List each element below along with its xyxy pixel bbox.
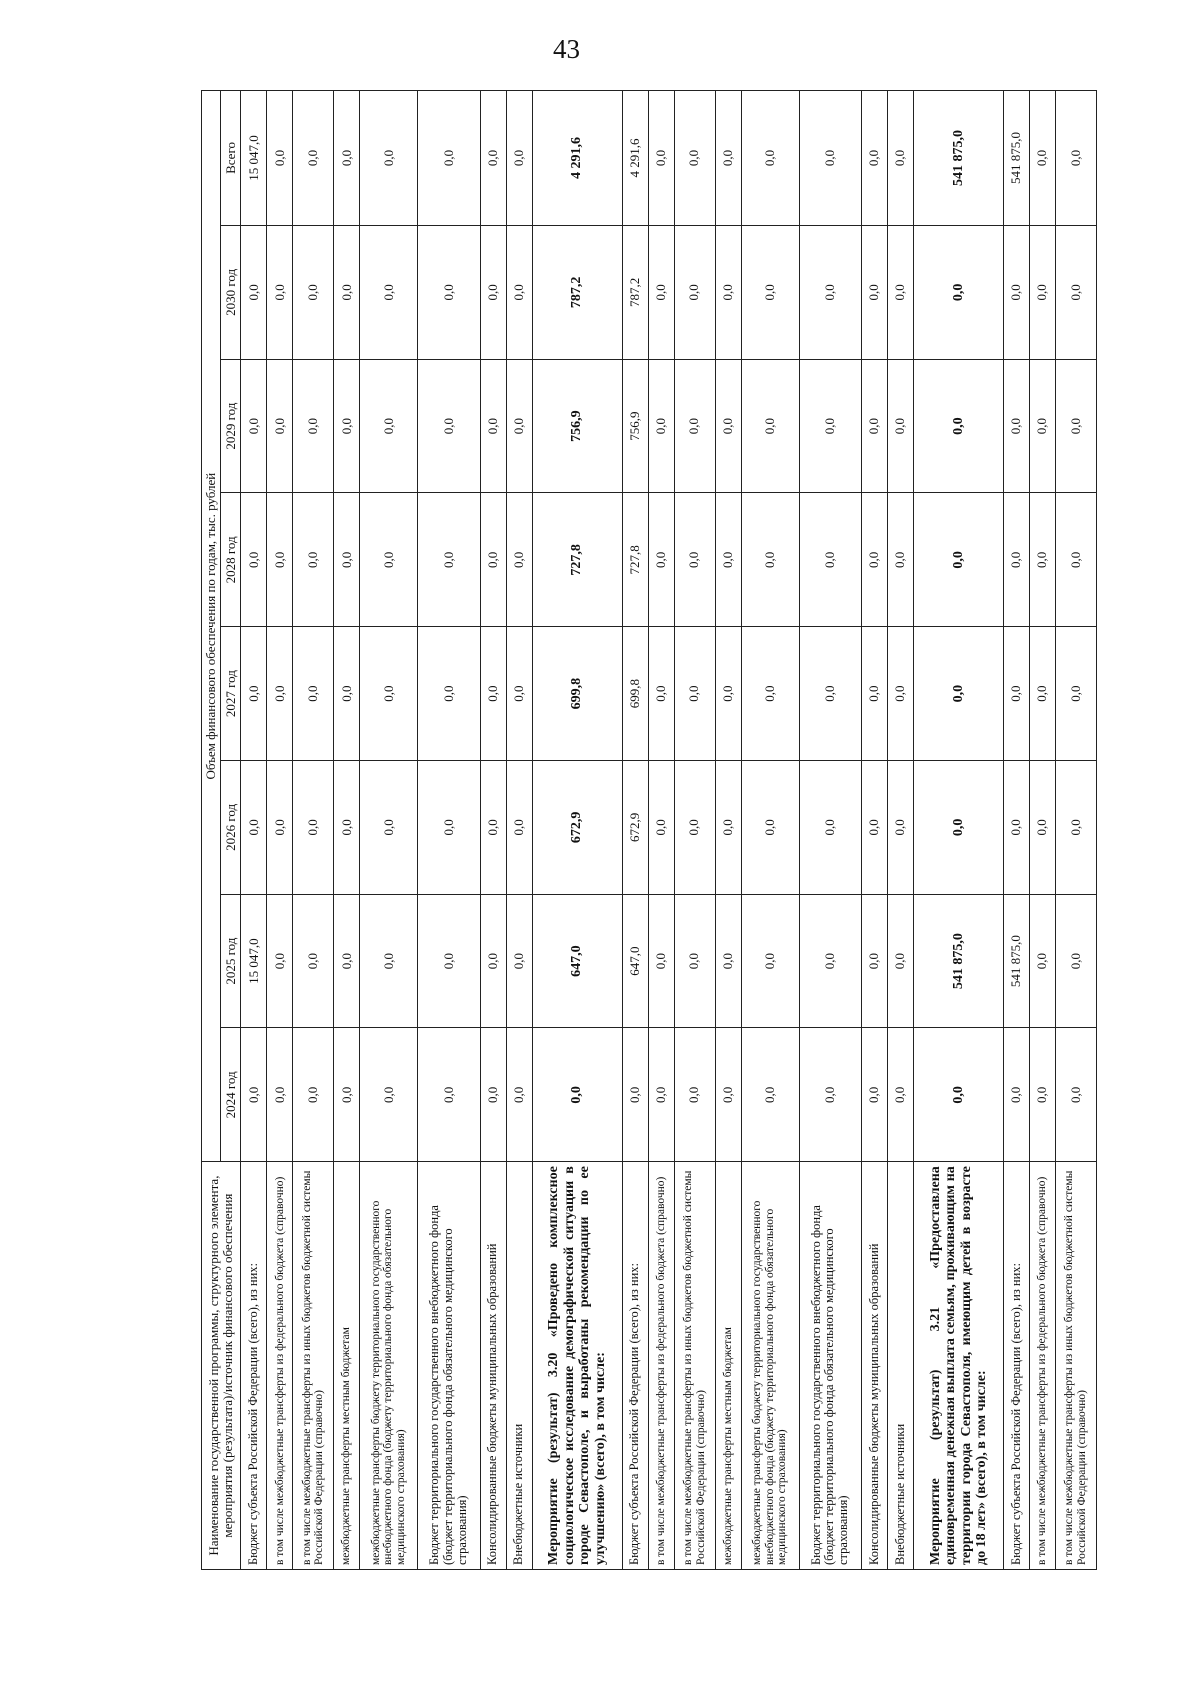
cell-value: 15 047,0 bbox=[241, 894, 267, 1028]
cell-value: 541 875,0 bbox=[1003, 894, 1029, 1028]
cell-value: 0,0 bbox=[334, 493, 360, 627]
cell-value: 0,0 bbox=[480, 359, 506, 493]
cell-value: 0,0 bbox=[799, 225, 861, 359]
cell-value: 0,0 bbox=[1056, 493, 1097, 627]
funding-source-name: межбюджетные трансферты бюджету территориального государственного внебюджетного фонда (бюджету территориального фонда обязательного медицинского страхования) bbox=[360, 1162, 418, 1570]
cell-total: 0,0 bbox=[674, 91, 715, 226]
cell-total: 0,0 bbox=[1029, 91, 1055, 226]
cell-value: 0,0 bbox=[267, 760, 293, 894]
cell-value: 647,0 bbox=[622, 894, 648, 1028]
cell-value: 0,0 bbox=[741, 225, 799, 359]
cell-value: 0,0 bbox=[674, 627, 715, 761]
cell-value: 0,0 bbox=[888, 760, 914, 894]
cell-value: 0,0 bbox=[360, 760, 418, 894]
table-row bbox=[293, 91, 334, 1570]
funding-source-name: Бюджет субъекта Российской Федерации (всего), из них: bbox=[622, 1162, 648, 1570]
cell-value: 0,0 bbox=[1029, 760, 1055, 894]
cell-value: 0,0 bbox=[715, 225, 741, 359]
cell-value: 0,0 bbox=[334, 894, 360, 1028]
measure-title: Мероприятие (результат) 3.20 «Проведено комплексное социологическое исследование демографической ситуации в городе Севастополе, и выработаны рекомендации по ее улучшению» (всего), в том числе: bbox=[532, 1162, 622, 1570]
cell-value: 0,0 bbox=[360, 225, 418, 359]
cell-value: 0,0 bbox=[914, 359, 1004, 493]
cell-value: 0,0 bbox=[418, 359, 480, 493]
cell-value: 0,0 bbox=[741, 1028, 799, 1162]
cell-value: 0,0 bbox=[1056, 1028, 1097, 1162]
table-row bbox=[888, 91, 914, 1570]
cell-value: 541 875,0 bbox=[914, 894, 1004, 1028]
cell-total: 0,0 bbox=[648, 91, 674, 226]
cell-total: 0,0 bbox=[267, 91, 293, 226]
cell-value: 0,0 bbox=[799, 894, 861, 1028]
cell-value: 0,0 bbox=[1056, 627, 1097, 761]
cell-value: 647,0 bbox=[532, 894, 622, 1028]
cell-value: 699,8 bbox=[622, 627, 648, 761]
table-row bbox=[715, 91, 741, 1570]
cell-value: 0,0 bbox=[1003, 359, 1029, 493]
cell-value: 0,0 bbox=[360, 894, 418, 1028]
cell-value: 0,0 bbox=[888, 627, 914, 761]
table-row bbox=[480, 91, 506, 1570]
table-row bbox=[674, 91, 715, 1570]
cell-value: 0,0 bbox=[360, 359, 418, 493]
page-number: 43 bbox=[553, 34, 580, 64]
cell-value: 0,0 bbox=[293, 627, 334, 761]
cell-value: 0,0 bbox=[861, 760, 887, 894]
header-year-2029: 2029 год bbox=[221, 359, 241, 493]
cell-value: 0,0 bbox=[861, 359, 887, 493]
cell-value: 0,0 bbox=[741, 627, 799, 761]
cell-value: 0,0 bbox=[648, 225, 674, 359]
cell-value: 0,0 bbox=[799, 493, 861, 627]
cell-total: 0,0 bbox=[293, 91, 334, 226]
cell-total: 0,0 bbox=[741, 91, 799, 226]
cell-value: 0,0 bbox=[741, 359, 799, 493]
funding-source-name: межбюджетные трансферты местным бюджетам bbox=[715, 1162, 741, 1570]
cell-total: 541 875,0 bbox=[914, 91, 1004, 226]
cell-value: 0,0 bbox=[1029, 627, 1055, 761]
cell-value: 0,0 bbox=[1029, 493, 1055, 627]
cell-value: 0,0 bbox=[648, 493, 674, 627]
header-year-2028: 2028 год bbox=[221, 493, 241, 627]
cell-value: 0,0 bbox=[480, 225, 506, 359]
cell-value: 0,0 bbox=[418, 225, 480, 359]
cell-total: 4 291,6 bbox=[532, 91, 622, 226]
cell-value: 0,0 bbox=[1056, 894, 1097, 1028]
cell-value: 0,0 bbox=[888, 894, 914, 1028]
cell-value: 0,0 bbox=[506, 359, 532, 493]
rotated-table-wrapper bbox=[201, 90, 1097, 1570]
cell-value: 0,0 bbox=[1003, 760, 1029, 894]
cell-value: 0,0 bbox=[648, 1028, 674, 1162]
funding-source-name: Бюджет территориального государственного внебюджетного фонда (бюджет территориального фонда обязательного медицинского страхования) bbox=[799, 1162, 861, 1570]
cell-value: 0,0 bbox=[1003, 225, 1029, 359]
cell-value: 756,9 bbox=[532, 359, 622, 493]
cell-value: 0,0 bbox=[241, 493, 267, 627]
cell-value: 0,0 bbox=[241, 359, 267, 493]
cell-value: 0,0 bbox=[914, 493, 1004, 627]
funding-source-name: в том числе межбюджетные трансферты из федерального бюджета (справочно) bbox=[1029, 1162, 1055, 1570]
cell-value: 0,0 bbox=[741, 493, 799, 627]
cell-value: 0,0 bbox=[674, 493, 715, 627]
cell-value: 0,0 bbox=[267, 359, 293, 493]
cell-total: 0,0 bbox=[888, 91, 914, 226]
cell-value: 0,0 bbox=[480, 493, 506, 627]
cell-value: 787,2 bbox=[622, 225, 648, 359]
funding-source-name: Бюджет субъекта Российской Федерации (всего), из них: bbox=[241, 1162, 267, 1570]
cell-value: 0,0 bbox=[1029, 359, 1055, 493]
cell-value: 0,0 bbox=[506, 1028, 532, 1162]
cell-value: 0,0 bbox=[861, 493, 887, 627]
cell-value: 0,0 bbox=[741, 760, 799, 894]
header-total: Всего bbox=[221, 91, 241, 226]
header-group-title: Объем финансового обеспечения по годам, тыс. рублей bbox=[202, 91, 221, 1162]
cell-value: 727,8 bbox=[532, 493, 622, 627]
cell-value: 0,0 bbox=[506, 894, 532, 1028]
cell-total: 0,0 bbox=[480, 91, 506, 226]
cell-value: 0,0 bbox=[418, 627, 480, 761]
cell-value: 0,0 bbox=[799, 1028, 861, 1162]
funding-source-name: Внебюджетные источники bbox=[506, 1162, 532, 1570]
table-row bbox=[1056, 91, 1097, 1570]
cell-value: 0,0 bbox=[480, 627, 506, 761]
cell-value: 0,0 bbox=[674, 894, 715, 1028]
measure-title: Мероприятие (результат) 3.21 «Предоставлена единовременная денежная выплата семьям, проживающим на территории города Севастополя, имеющим детей в возрасте до 18 лет» (всего), в том числе: bbox=[914, 1162, 1004, 1570]
cell-value: 0,0 bbox=[622, 1028, 648, 1162]
cell-value: 0,0 bbox=[241, 1028, 267, 1162]
cell-value: 0,0 bbox=[532, 1028, 622, 1162]
table-body bbox=[241, 91, 1097, 1570]
table-row bbox=[334, 91, 360, 1570]
cell-total: 0,0 bbox=[1056, 91, 1097, 226]
cell-value: 787,2 bbox=[532, 225, 622, 359]
table-row bbox=[1029, 91, 1055, 1570]
cell-value: 0,0 bbox=[241, 225, 267, 359]
cell-value: 0,0 bbox=[861, 627, 887, 761]
funding-source-name: межбюджетные трансферты местным бюджетам bbox=[334, 1162, 360, 1570]
cell-value: 0,0 bbox=[293, 493, 334, 627]
cell-value: 0,0 bbox=[506, 760, 532, 894]
cell-value: 0,0 bbox=[715, 1028, 741, 1162]
cell-value: 0,0 bbox=[1029, 1028, 1055, 1162]
cell-value: 0,0 bbox=[334, 627, 360, 761]
cell-value: 0,0 bbox=[418, 760, 480, 894]
cell-value: 0,0 bbox=[715, 493, 741, 627]
measure-row bbox=[532, 91, 622, 1570]
cell-value: 0,0 bbox=[1003, 493, 1029, 627]
financing-table bbox=[201, 90, 1097, 1570]
cell-total: 0,0 bbox=[715, 91, 741, 226]
cell-value: 0,0 bbox=[861, 1028, 887, 1162]
table-row bbox=[267, 91, 293, 1570]
funding-source-name: в том числе межбюджетные трансферты из иных бюджетов бюджетной системы Российской Федерации (справочно) bbox=[293, 1162, 334, 1570]
cell-value: 0,0 bbox=[1003, 627, 1029, 761]
cell-value: 0,0 bbox=[914, 225, 1004, 359]
table-row bbox=[506, 91, 532, 1570]
funding-source-name: в том числе межбюджетные трансферты из федерального бюджета (справочно) bbox=[267, 1162, 293, 1570]
cell-value: 0,0 bbox=[1029, 894, 1055, 1028]
cell-value: 699,8 bbox=[532, 627, 622, 761]
table-row bbox=[1003, 91, 1029, 1570]
cell-value: 0,0 bbox=[241, 760, 267, 894]
cell-value: 0,0 bbox=[861, 225, 887, 359]
funding-source-name: межбюджетные трансферты бюджету территориального государственного внебюджетного фонда (бюджету территориального фонда обязательного медицинского страхования) bbox=[741, 1162, 799, 1570]
funding-source-name: Внебюджетные источники bbox=[888, 1162, 914, 1570]
cell-value: 0,0 bbox=[715, 627, 741, 761]
cell-value: 0,0 bbox=[674, 225, 715, 359]
cell-value: 0,0 bbox=[480, 894, 506, 1028]
cell-value: 0,0 bbox=[334, 760, 360, 894]
table-row bbox=[241, 91, 267, 1570]
cell-value: 0,0 bbox=[267, 1028, 293, 1162]
cell-value: 0,0 bbox=[293, 225, 334, 359]
cell-total: 0,0 bbox=[418, 91, 480, 226]
cell-value: 0,0 bbox=[360, 627, 418, 761]
cell-total: 4 291,6 bbox=[622, 91, 648, 226]
cell-value: 0,0 bbox=[799, 760, 861, 894]
header-year-2027: 2027 год bbox=[221, 627, 241, 761]
cell-value: 672,9 bbox=[622, 760, 648, 894]
funding-source-name: в том числе межбюджетные трансферты из иных бюджетов бюджетной системы Российской Федерации (справочно) bbox=[674, 1162, 715, 1570]
cell-value: 0,0 bbox=[1056, 359, 1097, 493]
cell-value: 756,9 bbox=[622, 359, 648, 493]
cell-value: 0,0 bbox=[360, 1028, 418, 1162]
cell-value: 0,0 bbox=[1056, 760, 1097, 894]
table-row bbox=[622, 91, 648, 1570]
cell-total: 15 047,0 bbox=[241, 91, 267, 226]
table-row bbox=[861, 91, 887, 1570]
cell-total: 0,0 bbox=[799, 91, 861, 226]
table-row bbox=[360, 91, 418, 1570]
cell-value: 0,0 bbox=[914, 627, 1004, 761]
cell-total: 541 875,0 bbox=[1003, 91, 1029, 226]
funding-source-name: в том числе межбюджетные трансферты из иных бюджетов бюджетной системы Российской Федерации (справочно) bbox=[1056, 1162, 1097, 1570]
cell-value: 0,0 bbox=[715, 894, 741, 1028]
cell-value: 0,0 bbox=[888, 225, 914, 359]
cell-total: 0,0 bbox=[334, 91, 360, 226]
cell-total: 0,0 bbox=[861, 91, 887, 226]
cell-value: 0,0 bbox=[888, 359, 914, 493]
cell-value: 0,0 bbox=[267, 493, 293, 627]
header-year-2030: 2030 год bbox=[221, 225, 241, 359]
header-name-column: Наименование государственной программы, структурного элемента, мероприятия (результата)/источник финансового обеспечения bbox=[202, 1162, 241, 1570]
cell-value: 0,0 bbox=[418, 1028, 480, 1162]
cell-value: 0,0 bbox=[293, 1028, 334, 1162]
cell-value: 0,0 bbox=[799, 627, 861, 761]
cell-value: 0,0 bbox=[914, 1028, 1004, 1162]
table-row bbox=[418, 91, 480, 1570]
cell-value: 0,0 bbox=[888, 1028, 914, 1162]
cell-value: 0,0 bbox=[480, 760, 506, 894]
cell-value: 0,0 bbox=[506, 627, 532, 761]
measure-row bbox=[914, 91, 1004, 1570]
cell-value: 0,0 bbox=[418, 894, 480, 1028]
cell-value: 0,0 bbox=[267, 894, 293, 1028]
funding-source-name: в том числе межбюджетные трансферты из федерального бюджета (справочно) bbox=[648, 1162, 674, 1570]
cell-total: 0,0 bbox=[506, 91, 532, 226]
header-year-2024: 2024 год bbox=[221, 1028, 241, 1162]
cell-value: 0,0 bbox=[799, 359, 861, 493]
cell-value: 0,0 bbox=[648, 627, 674, 761]
cell-value: 0,0 bbox=[861, 894, 887, 1028]
cell-value: 0,0 bbox=[506, 225, 532, 359]
cell-value: 0,0 bbox=[674, 760, 715, 894]
cell-value: 0,0 bbox=[674, 1028, 715, 1162]
cell-value: 0,0 bbox=[334, 225, 360, 359]
funding-source-name: Консолидированные бюджеты муниципальных образований bbox=[480, 1162, 506, 1570]
table-container bbox=[201, 90, 1097, 1570]
cell-value: 0,0 bbox=[267, 627, 293, 761]
cell-value: 0,0 bbox=[741, 894, 799, 1028]
cell-total: 0,0 bbox=[360, 91, 418, 226]
table-header bbox=[202, 91, 241, 1570]
cell-value: 0,0 bbox=[715, 359, 741, 493]
header-year-2025: 2025 год bbox=[221, 894, 241, 1028]
funding-source-name: Бюджет субъекта Российской Федерации (всего), из них: bbox=[1003, 1162, 1029, 1570]
cell-value: 0,0 bbox=[334, 359, 360, 493]
cell-value: 0,0 bbox=[715, 760, 741, 894]
table-row bbox=[741, 91, 799, 1570]
cell-value: 0,0 bbox=[334, 1028, 360, 1162]
cell-value: 0,0 bbox=[674, 359, 715, 493]
cell-value: 0,0 bbox=[1003, 1028, 1029, 1162]
header-year-2026: 2026 год bbox=[221, 760, 241, 894]
table-row bbox=[648, 91, 674, 1570]
cell-value: 0,0 bbox=[914, 760, 1004, 894]
cell-value: 672,9 bbox=[532, 760, 622, 894]
cell-value: 0,0 bbox=[648, 894, 674, 1028]
cell-value: 0,0 bbox=[360, 493, 418, 627]
cell-value: 0,0 bbox=[480, 1028, 506, 1162]
cell-value: 0,0 bbox=[293, 760, 334, 894]
cell-value: 0,0 bbox=[648, 760, 674, 894]
cell-value: 0,0 bbox=[648, 359, 674, 493]
cell-value: 0,0 bbox=[267, 225, 293, 359]
cell-value: 0,0 bbox=[888, 493, 914, 627]
cell-value: 0,0 bbox=[293, 359, 334, 493]
cell-value: 0,0 bbox=[506, 493, 532, 627]
cell-value: 0,0 bbox=[1029, 225, 1055, 359]
table-row bbox=[799, 91, 861, 1570]
funding-source-name: Бюджет территориального государственного внебюджетного фонда (бюджет территориального фонда обязательного медицинского страхования) bbox=[418, 1162, 480, 1570]
cell-value: 727,8 bbox=[622, 493, 648, 627]
cell-value: 0,0 bbox=[418, 493, 480, 627]
cell-value: 0,0 bbox=[293, 894, 334, 1028]
cell-value: 0,0 bbox=[1056, 225, 1097, 359]
cell-value: 0,0 bbox=[241, 627, 267, 761]
funding-source-name: Консолидированные бюджеты муниципальных образований bbox=[861, 1162, 887, 1570]
